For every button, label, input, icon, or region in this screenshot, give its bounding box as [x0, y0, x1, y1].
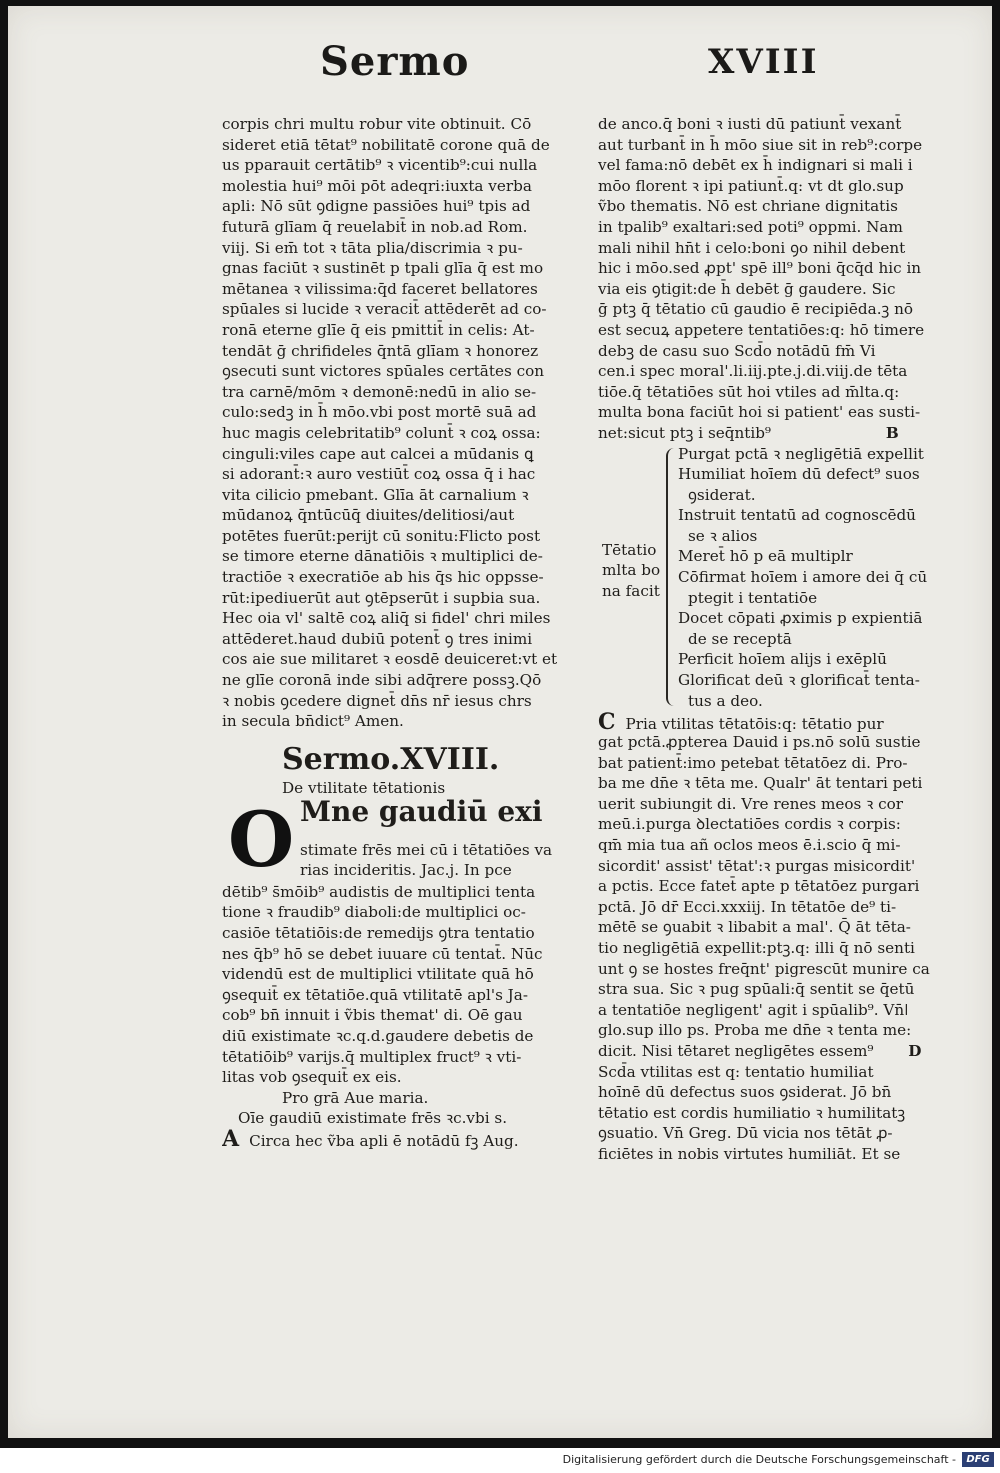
text-line: [598, 1041, 976, 1062]
text-line: gat pctā.ꝓpterea Dauid i ps.nō solū sustie: [598, 733, 921, 752]
text-line: in secula bn̄dict⁹ Amen.: [222, 712, 404, 731]
text-line: mōo florent ꝛ ipi patiunt̄.q: vt dt glo.sup: [598, 176, 904, 195]
diagram-item: Purgat pctā ꝛ negligētiā expellit: [678, 444, 924, 463]
text-line: diū existimate ꝛc.q.d.gaudere debetis de: [222, 1026, 534, 1045]
text-line: tētatio est cordis humiliatio ꝛ humilitatꝫ: [598, 1103, 906, 1122]
text-line: meū.i.purga ꝺlectatiōes cordis ꝛ corpis:: [598, 815, 901, 834]
text-line: ficiētes in nobis virtutes humiliāt. Et se: [598, 1144, 901, 1163]
text-line: via eis ꝯtigit:de h̄ debēt ḡ gaudere. Sic: [598, 279, 896, 298]
text-line: litas vob ꝯsequit̄ ex eis.: [222, 1068, 402, 1087]
credit-strip: [0, 1448, 1000, 1473]
diagram-item: Humiliat hoīem dū defect⁹ suos: [678, 465, 920, 484]
diagram-item: tus a deo.: [688, 691, 763, 710]
text-line: [598, 423, 976, 444]
sermon-subtitle: De vtilitate tētationis: [282, 778, 446, 797]
dfg-logo: DFG: [962, 1452, 994, 1467]
text-line: se timore eterne dānatiōis ꝛ multiplici de-: [222, 547, 543, 566]
left-text-after: [222, 882, 578, 1088]
text-line: sideret etiā tētat⁹ nobilitatē corone quā de: [222, 135, 550, 154]
credit-text: Digitalisierung gefördert durch die Deutsche Forschungsgemeinschaft -: [562, 1453, 956, 1466]
text-line: tractiōe ꝛ execratiōe ab his q̄s hic oppsse-: [222, 568, 544, 587]
text-line: tra carnē/mōm ꝛ demonē:nedū in alio se-: [222, 382, 537, 401]
diagram-item: Meret̄ hō p eā multiplr: [678, 547, 853, 566]
text-line: mētē se ꝯuabit ꝛ libabit a mal'. Q̄ āt tēta-: [598, 918, 911, 937]
text-line: cen.i spec moral'.li.iij.pte.j.di.viij.de tēta: [598, 362, 908, 381]
text-span: net:sicut ptꝫ i seq̄ntib⁹: [598, 423, 772, 442]
text-line: a tentatiōe negligent' agit i spūalib⁹. Vn̄ǀ: [598, 1000, 909, 1019]
diagram-brace: [666, 448, 676, 706]
running-head: [8, 34, 992, 94]
text-line: sicordit' assist' tētat':ꝛ purgas misicordit': [598, 856, 916, 875]
text-line: pctā. Jō dr̄ Ecci.xxxiij. In tētatōe de⁹ ti-: [598, 897, 897, 916]
text-line: ne glīe coronā inde sibi adq̄rere possꝫ.Qō: [222, 671, 542, 690]
text-line: cinguli:viles cape aut calcei a mūdanis ꝗ: [222, 444, 534, 463]
text-line: ṽbo thematis. Nō est chriane dignitatis: [598, 197, 898, 216]
text-line: de anco.q̄ boni ꝛ iusti dū patiunt̄ vexant̄: [598, 115, 902, 133]
text-line: molestia hui⁹ mōi pōt adeqri:iuxta verba: [222, 176, 532, 195]
section-marker-b: B: [885, 423, 899, 442]
text-line: a pctis. Ecce fatet̄ apte p tētatōez purgari: [598, 877, 920, 896]
text-line: mētanea ꝛ vilissima:q̄d faceret bellatores: [222, 279, 538, 298]
diagram-item: Instruit tentatū ad cognoscēdū: [678, 506, 916, 525]
text-line: mūdanoꝝ q̄ntūcūq̄ diuites/delitiosi/aut: [222, 506, 515, 525]
section-marker-a: A: [222, 1128, 240, 1150]
right-text-top: [598, 114, 976, 444]
text-line: qm̄ mia tua añ oclos meos ē.i.scio q̄ mi-: [598, 836, 901, 855]
drop-capital: O: [228, 794, 295, 884]
marker-a-line: [222, 1129, 578, 1150]
text-line: rūt:ipediuerūt aut ꝯtēpserūt i supbia sua.: [222, 588, 541, 607]
text-line: Hec oia vl' saltē coꝝ aliq̄ si fidel' chri miles: [222, 609, 551, 628]
diagram-item: Cōfirmat hoīem i amore dei q̄ cū: [678, 568, 928, 587]
right-column: [598, 114, 976, 1165]
text-line: hoīnē dū defectus suos ꝯsiderat. Jō bn̄: [598, 1083, 892, 1102]
sermon-title: Sermo.XVIII.: [282, 741, 500, 777]
diagram-item: ꝯsiderat.: [688, 485, 756, 504]
text-line: aut turbant̄ in h̄ mōo siue sit in reb⁹:corpe: [598, 135, 923, 154]
text-line: cob⁹ bn̄ innuit i ṽbis themat' di. Oē gau: [222, 1006, 523, 1025]
running-head-left: Sermo: [320, 38, 470, 85]
text-line: nes q̄b⁹ hō se debet iuuare cū tentat̄. Nūc: [222, 944, 543, 963]
text-line: ronā eterne glīe q̄ eis pmittit̄ in celis: At-: [222, 320, 535, 339]
text-line: huc magis celebritatib⁹ colunt̄ ꝛ coꝝ ossa:: [222, 423, 541, 442]
text-line: us pparauit certātib⁹ ꝛ vicentib⁹:cui nulla: [222, 156, 538, 175]
incipit-line: stimate frēs mei cū i tētatiōes va: [300, 840, 553, 859]
diagram-item: Docet cōpati ꝓximis p expientiā: [678, 609, 923, 628]
text-line: mali nihil hn̄t i celo:boni ꝯo nihil debent: [598, 238, 906, 257]
text-line: tio negligētiā expellit:ptꝫ.q: illi q̄ nō senti: [598, 939, 915, 958]
theme-repeat-line: Oīe gaudiū existimate frēs ꝛc.vbi s.: [238, 1109, 508, 1128]
text-line: ꝯsecuti sunt victores spūales certātes con: [222, 362, 544, 381]
diagram-item: Glorificat deū ꝛ glorificat̄ tenta-: [678, 671, 920, 690]
text-line: tētatiōib⁹ varijs.q̄ multiplex fruct⁹ ꝛ vti-: [222, 1047, 522, 1066]
text-line: Circa hec ṽba apli ē notādū fꝫ Aug.: [249, 1131, 519, 1150]
text-line: attēderet.haud dubiū potent̄ ꝯ tres inimi: [222, 629, 533, 648]
text-line: spūales si lucide ꝛ veracit̄ attēderēt ad co-: [222, 300, 547, 319]
text-line: viij. Si em̄ tot ꝛ tāta plia/discrimia ꝛ pu-: [222, 238, 523, 257]
text-line: est secuꝝ appetere tentatiōes:q: hō timere: [598, 320, 925, 339]
text-line: casiōe tētatiōis:de remedijs ꝯtra tentatio: [222, 924, 535, 942]
diagram-label: [602, 540, 660, 602]
left-text-before: [222, 114, 578, 732]
text-line: multa bona faciūt hoi si patient' eas susti-: [598, 403, 921, 422]
diagram-label-line: Tētatio: [602, 540, 657, 559]
text-line: Pria vtilitas tētatōis:q: tētatio pur: [625, 714, 884, 733]
text-line: glo.sup illo ps. Proba me dn̄e ꝛ tenta me:: [598, 1021, 912, 1040]
incipit-heading: Mne gaudiū exi: [300, 794, 543, 828]
text-line: gnas faciūt ꝛ sustinēt p tpali glīa q̄ est mo: [222, 259, 544, 278]
text-line: ꝯsequit̄ ex tētatiōe.quā vtilitatē apl's Ja-: [222, 985, 528, 1004]
prayer-line: Pro grā Aue maria.: [282, 1088, 429, 1107]
right-text-bottom: [598, 732, 976, 1164]
text-line: tendāt ḡ chrifideles q̄ntā glīam ꝛ honorez: [222, 341, 539, 360]
text-line: potētes fuerūt:perijt cū sonitu:Flicto post: [222, 526, 541, 545]
text-line: futurā glīam q̄ reuelabit̄ in nob.ad Rom.: [222, 217, 528, 236]
text-line: stra sua. Sic ꝛ pug spūali:q̄ sentit se q̄etū: [598, 980, 915, 999]
left-column: [222, 114, 578, 1150]
text-line: ba me dn̄e ꝛ tēta me. Qualr' āt tentari peti: [598, 774, 923, 793]
marker-c-line: [598, 712, 976, 733]
diagram-item: se ꝛ alios: [688, 526, 758, 545]
section-marker-c: C: [598, 711, 616, 733]
text-span: dicit. Nisi tētaret negligētes essem⁹: [598, 1042, 874, 1060]
running-head-right: XVIII: [708, 42, 819, 82]
incipit: [222, 794, 578, 884]
text-line: ꝯsuatio. Vn̄ Greg. Dū vicia nos tētāt ꝓ-: [598, 1124, 893, 1143]
text-line: dētib⁹ s̄mōib⁹ audistis de multiplici tenta: [222, 882, 536, 901]
text-line: vel fama:nō debēt ex h̄ indignari si mali i: [598, 156, 913, 175]
text-line: vita cilicio pmebant. Glīa āt carnalium ꝛ: [222, 485, 529, 504]
diagram-label-line: mlta bo: [602, 561, 661, 580]
incipit-line: rias incideritis. Jac.j. In pce: [300, 860, 512, 879]
text-line: Scd̄a vtilitas est q: tentatio humiliat: [598, 1062, 874, 1081]
book-page: [8, 6, 992, 1438]
text-line: culo:sedꝫ in h̄ mōo.vbi post mortē suā ad: [222, 403, 537, 422]
text-line: tione ꝛ fraudib⁹ diaboli:de multiplici oc-: [222, 903, 526, 922]
text-line: corpis chri multu robur vite obtinuit. Cō: [222, 115, 532, 133]
benefits-diagram: [598, 444, 976, 712]
text-line: bat patient̄:imo petebat tētatōez di. Pro-: [598, 753, 908, 772]
text-line: tiōe.q̄ tētatiōes sūt hoi vtiles ad m̄lta.q:: [598, 382, 900, 401]
diagram-label-line: na facit: [602, 581, 660, 600]
text-line: hic i mōo.sed ꝓpt' spē ill⁹ boni q̄cq̄d hic in: [598, 259, 922, 278]
text-line: ꝛ nobis ꝯcedere dignet̄ dn̄s nr̄ iesus chrs: [222, 691, 532, 710]
text-line: unt ꝯ se hostes freq̄nt' pigrescūt munire ca: [598, 959, 930, 978]
text-line: debꝫ de casu suo Scd̄o notādū fm̄ Vi: [598, 341, 876, 360]
text-line: cos aie sue militaret ꝛ eosdē deuiceret:vt et: [222, 650, 558, 669]
text-line: uerit subiungit di. Vre renes meos ꝛ cor: [598, 794, 904, 813]
text-line: in tpalib⁹ exaltari:sed poti⁹ oppmi. Nam: [598, 217, 903, 236]
text-line: ḡ ptꝫ q̄ tētatio cū gaudio ē recipiēda.ꝫ nō: [598, 300, 914, 319]
diagram-items: [678, 444, 927, 712]
diagram-item: ptegit i tentatiōe: [688, 588, 818, 607]
text-line: si adorant̄:ꝛ auro vestiūt̄ coꝝ ossa q̄ i hac: [222, 465, 536, 484]
text-line: apli: Nō sūt ꝯdigne passiōes hui⁹ tpis ad: [222, 197, 531, 216]
diagram-item: de se receptā: [688, 629, 792, 648]
text-line: videndū est de multiplici vtilitate quā hō: [222, 965, 534, 984]
diagram-item: Perficit hoīem alijs i exēplū: [678, 650, 887, 669]
section-marker-d: D: [908, 1042, 922, 1060]
